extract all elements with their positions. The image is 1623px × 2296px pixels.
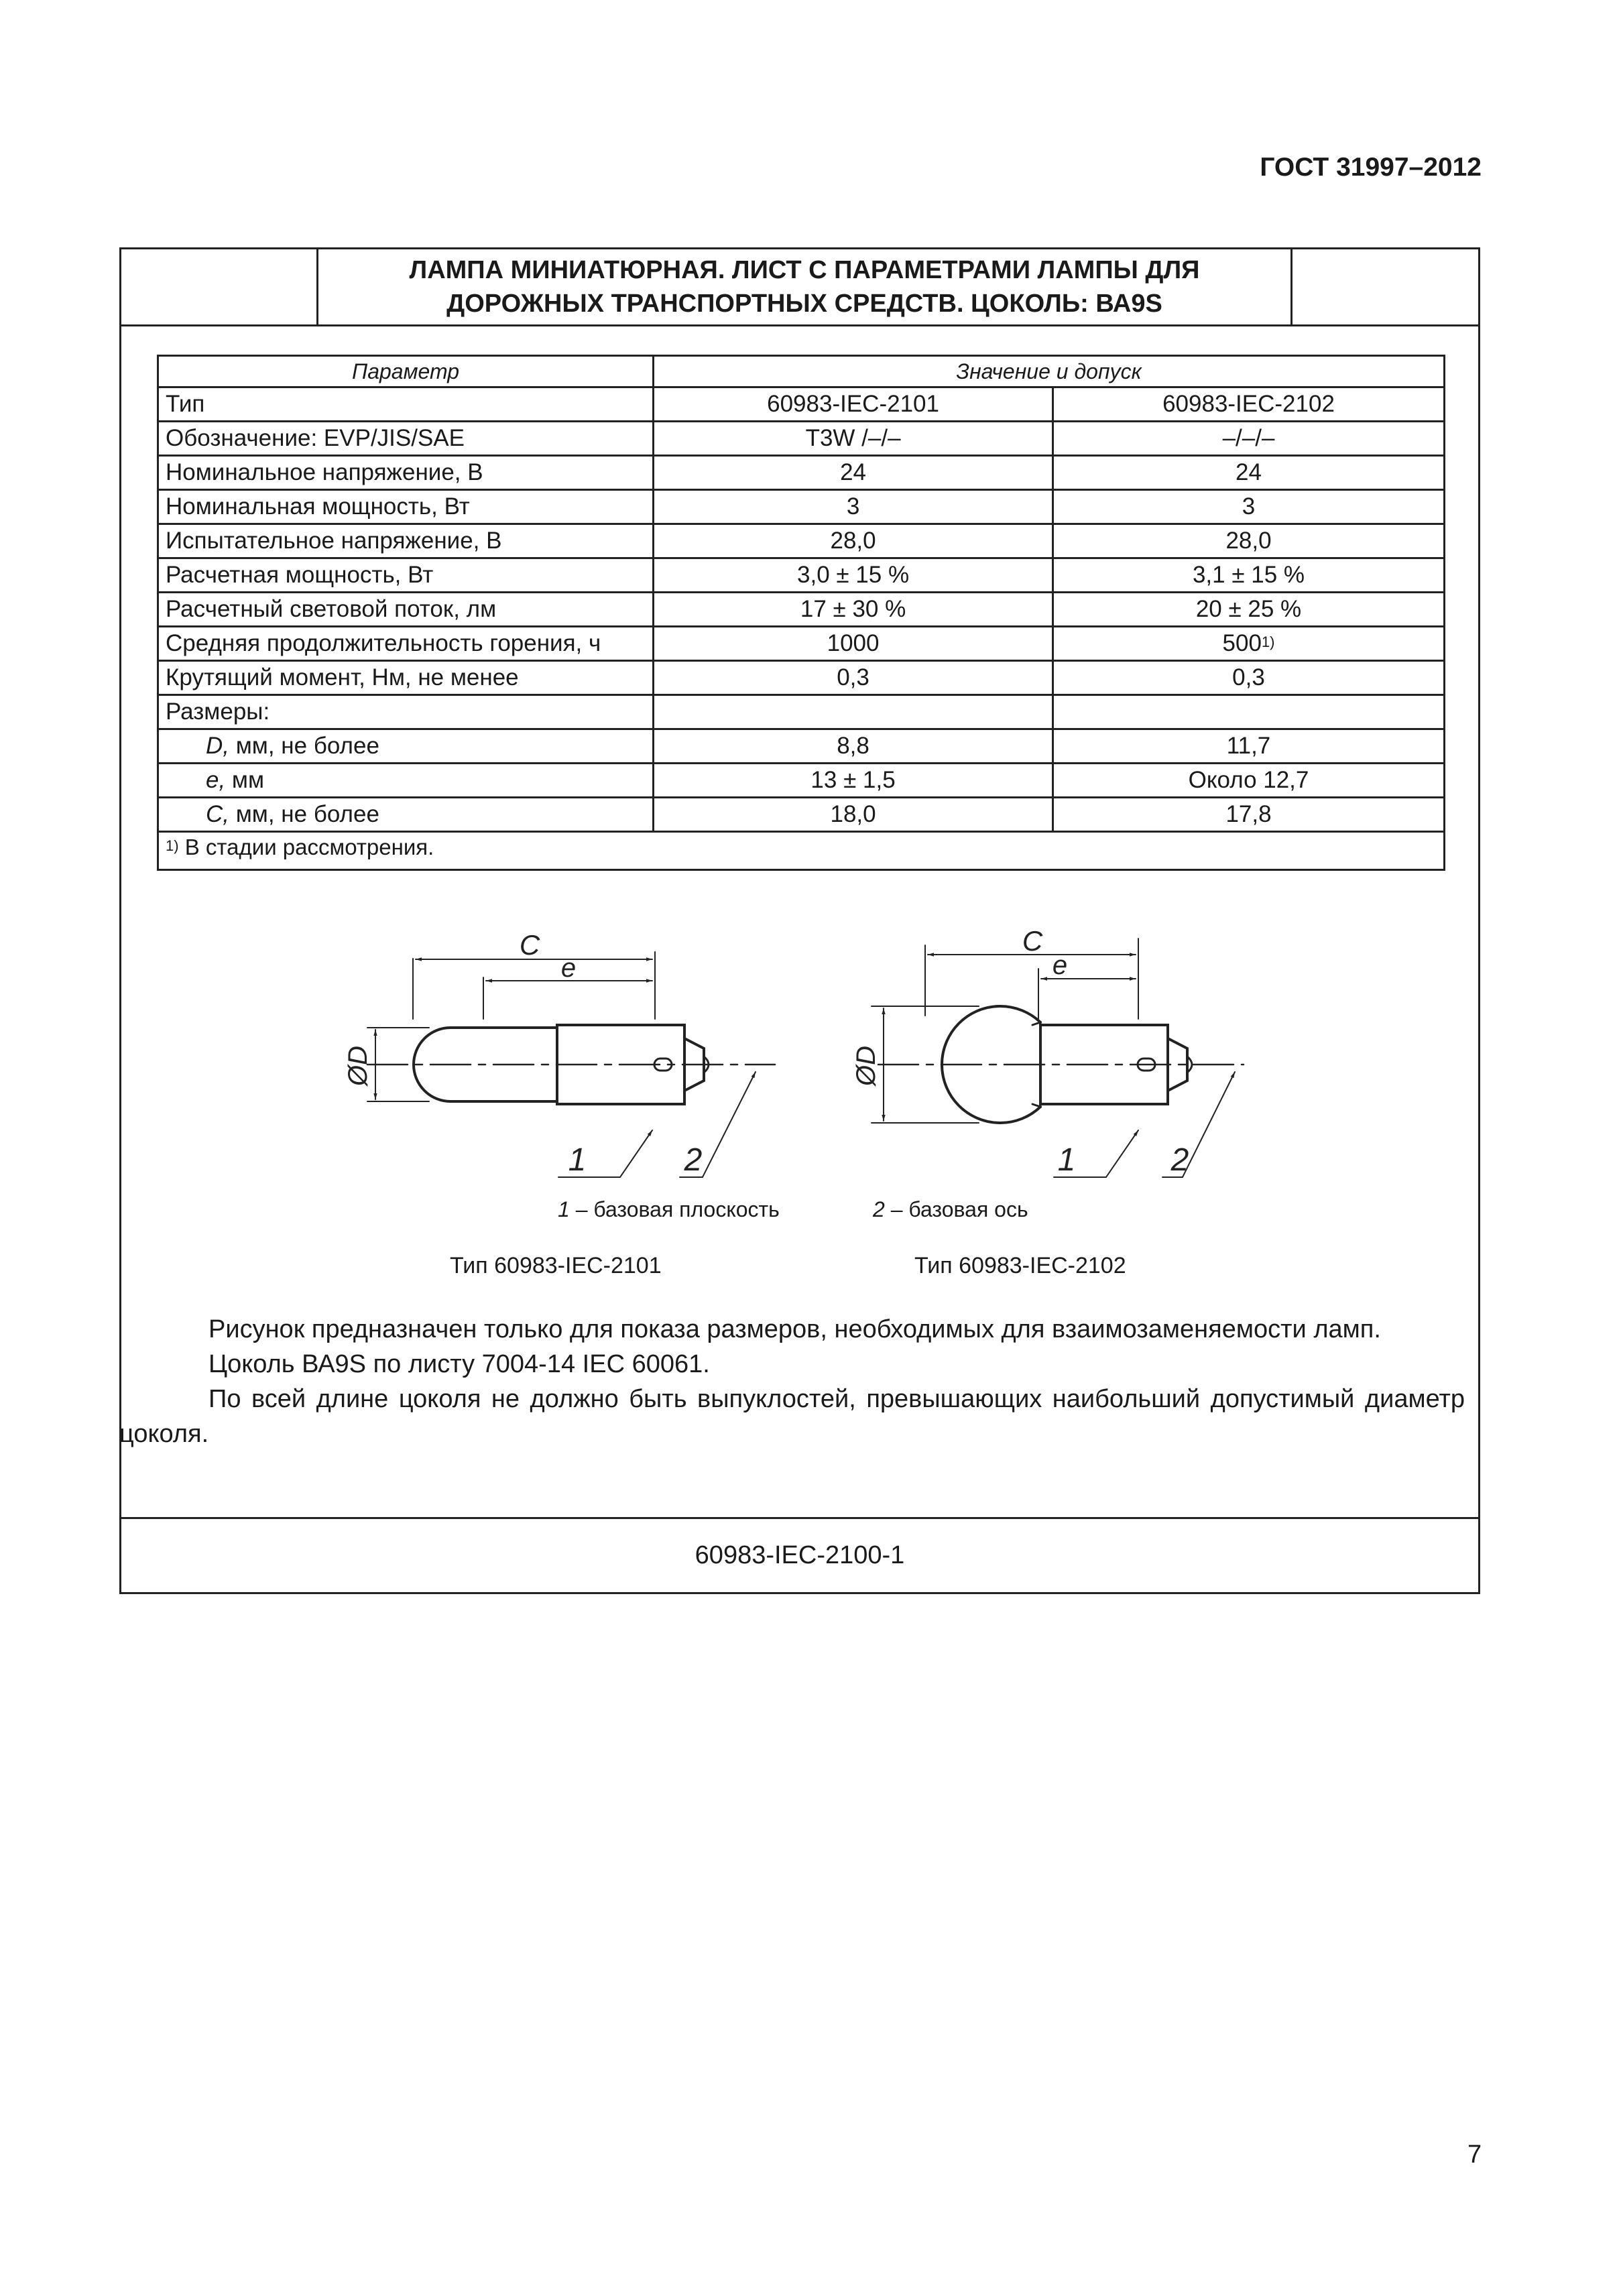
value-2101-cell: 0,3	[654, 661, 1053, 695]
sheet-code: 60983-IEC-2100-1	[121, 1517, 1478, 1592]
value-2102-text: 60983-IEC-2102	[1162, 391, 1335, 417]
sheet-title-line2: ДОРОЖНЫХ ТРАНСПОРТНЫХ СРЕДСТВ. ЦОКОЛЬ: ВА9S	[446, 290, 1162, 318]
caption-type-2102: Тип 60983-IEC-2102	[914, 1253, 1126, 1278]
col-header-value: Значение и допуск	[654, 356, 1445, 387]
value-2102-text: 3	[1242, 493, 1256, 520]
value-2102-cell: 17,8	[1053, 798, 1445, 832]
param-cell: Средняя продолжительность горения, ч	[158, 627, 654, 661]
value-2102-text: 20 ± 25 %	[1195, 596, 1302, 622]
value-2102-text: 24	[1236, 459, 1262, 485]
legend-2-num: 2	[873, 1197, 885, 1221]
value-2101-cell: 28,0	[654, 524, 1053, 558]
note-paragraph: По всей длине цоколя не должно быть выпуклостей, превышающих наибольший допустимый диаметр цоколя.	[119, 1385, 1465, 1448]
legend-1-text: – базовая плоскость	[569, 1197, 780, 1221]
dimension-unit: мм, не более	[229, 733, 379, 759]
param-cell: Номинальное напряжение, В	[158, 456, 654, 490]
note-paragraph: Цоколь ВА9S по листу 7004-14 IEC 60061.	[208, 1350, 710, 1378]
value-2101-cell: 3,0 ± 15 %	[654, 558, 1053, 593]
footnote-ref: 1)	[1261, 633, 1275, 650]
dimension-symbol: e,	[206, 767, 226, 793]
legend-base-axis	[873, 1197, 1028, 1222]
dim-label-c-left: C	[519, 929, 540, 961]
value-2102-text: –/–/–	[1222, 425, 1275, 451]
param-cell: Расчетный световой поток, лм	[158, 593, 654, 627]
notes-block	[119, 1312, 1465, 1451]
legend-1-num: 1	[558, 1197, 570, 1221]
value-2101-cell: T3W /–/–	[654, 422, 1053, 456]
standard-number: ГОСТ 31997–2012	[1260, 153, 1482, 182]
dim-label-e-left: e	[560, 953, 577, 983]
callout-2-left: 2	[684, 1142, 703, 1178]
value-2102-text: 0,3	[1232, 664, 1265, 690]
sheet-title-line1: ЛАМПА МИНИАТЮРНАЯ. ЛИСТ С ПАРАМЕТРАМИ ЛАМПЫ ДЛЯ	[409, 256, 1200, 284]
footnote-text: В стадии рассмотрения.	[178, 835, 434, 859]
value-2102-text: 3,1 ± 15 %	[1192, 562, 1305, 588]
value-2101-cell: 18,0	[654, 798, 1053, 832]
col-header-parameter: Параметр	[158, 356, 654, 387]
caption-type-2101: Тип 60983-IEC-2101	[450, 1253, 662, 1278]
page-number: 7	[1467, 2140, 1482, 2169]
dimension-unit: мм	[225, 767, 265, 793]
param-cell: Расчетная мощность, Вт	[158, 558, 654, 593]
dimension-symbol: C,	[206, 801, 229, 827]
dimension-symbol: D,	[206, 733, 229, 759]
value-2101-cell: 8,8	[654, 729, 1053, 764]
value-2101-cell: 1000	[654, 627, 1053, 661]
param-cell: Крутящий момент, Нм, не менее	[158, 661, 654, 695]
dim-label-d-right: ØD	[851, 1046, 881, 1086]
footnote-mark: 1)	[166, 837, 179, 854]
param-cell: Номинальная мощность, Вт	[158, 490, 654, 524]
value-2102-text: 500	[1222, 630, 1262, 656]
param-cell: Испытательное напряжение, В	[158, 524, 654, 558]
dimension-unit: мм, не более	[229, 801, 379, 827]
value-2101-cell: 17 ± 30 %	[654, 593, 1053, 627]
callout-2-right: 2	[1170, 1142, 1189, 1178]
dim-label-d-left: ØD	[343, 1046, 373, 1086]
param-cell: Размеры:	[158, 695, 654, 729]
value-2101-cell: 13 ± 1,5	[654, 764, 1053, 798]
legend-2-text: – базовая ось	[884, 1197, 1028, 1221]
value-2101-cell: 3	[654, 490, 1053, 524]
callout-1-left: 1	[568, 1142, 587, 1178]
note-paragraph: Рисунок предназначен только для показа размеров, необходимых для взаимозаменяемости ламп.	[208, 1315, 1381, 1343]
param-cell: Обозначение: EVP/JIS/SAE	[158, 422, 654, 456]
dim-label-e-right: e	[1052, 951, 1068, 980]
value-2102-cell: Около 12,7	[1053, 764, 1445, 798]
value-2102-cell: 11,7	[1053, 729, 1445, 764]
legend-base-plane	[558, 1197, 780, 1222]
value-2102-text: 28,0	[1225, 528, 1272, 554]
callout-1-right: 1	[1057, 1142, 1076, 1178]
value-2101-cell: 60983-IEC-2101	[654, 387, 1053, 422]
param-cell: Тип	[158, 387, 654, 422]
value-2101-cell: 24	[654, 456, 1053, 490]
dim-label-c-right: C	[1022, 925, 1043, 957]
